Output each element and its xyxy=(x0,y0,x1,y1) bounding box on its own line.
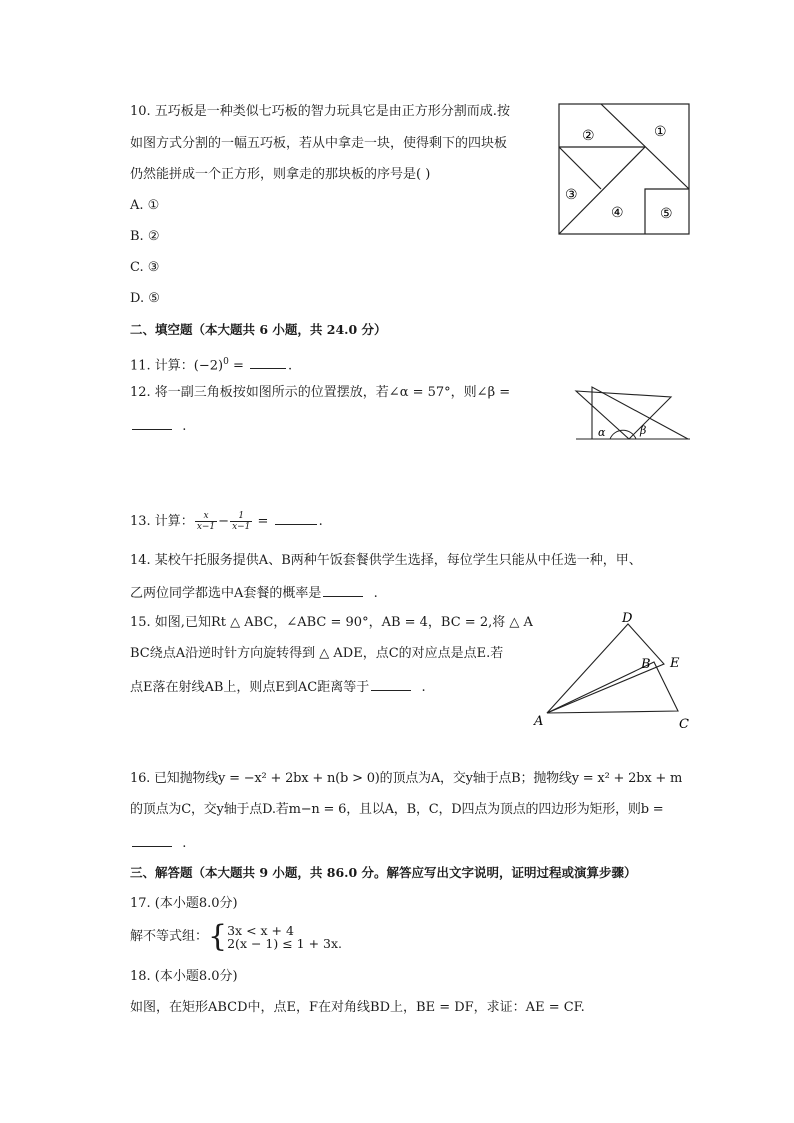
point-E-label: E xyxy=(670,656,680,671)
q14-answer-blank[interactable] xyxy=(323,584,363,597)
q16-end: . xyxy=(182,836,187,851)
q15-line2: BC绕点A沿逆时针方向旋转得到 △ ADE，点C的对应点是点E.若 xyxy=(130,646,504,661)
q11-prefix: 11. 计算：(−2) xyxy=(130,358,224,374)
figure-label-2: ② xyxy=(582,128,595,144)
inequality-system xyxy=(227,924,342,950)
q16-line1: 16. 已知抛物线y = −x² + 2bx + n(b > 0)的顶点为A，交y轴于点B；抛物线y = x² + 2bx + m xyxy=(130,771,683,786)
rotated-triangle-figure xyxy=(532,610,698,734)
q10-option-c: C. ③ xyxy=(130,260,160,275)
section-3-heading: 三、解答题（本大题共 9 小题，共 86.0 分。解答应写出文字说明，证明过程或演算步骤） xyxy=(130,865,637,880)
q12-line2 xyxy=(130,417,186,435)
point-B-label: B xyxy=(641,657,651,672)
q13-prefix: 13. 计算： xyxy=(130,514,194,529)
figure-label-1: ① xyxy=(654,124,667,140)
q18-text: 如图，在矩形ABCD中，点E，F在对角线BD上，BE = DF，求证：AE = CF. xyxy=(130,1000,585,1015)
q15-answer-blank[interactable] xyxy=(371,678,411,691)
figure-label-5: ⑤ xyxy=(660,206,673,222)
point-C-label: C xyxy=(679,717,689,732)
inequality-1: 3x < x + 4 xyxy=(227,923,294,938)
q16-line2: 的顶点为C，交y轴于点D.若m−n = 6，且以A，B，C，D四点为顶点的四边形为矩形，则b = xyxy=(130,802,664,817)
triangle-rulers-figure xyxy=(574,383,692,443)
q17-prefix: 解不等式组： xyxy=(130,929,209,944)
q11-answer-blank[interactable] xyxy=(250,356,286,369)
figure-label-4: ④ xyxy=(611,205,624,221)
q10-line3: 仍然能拼成一个正方形，则拿走的那块板的序号是( ) xyxy=(130,167,431,182)
q13-fraction-1: $\frac{x}{x-1}$ xyxy=(196,511,216,532)
q11-exponent: 0 xyxy=(223,357,229,367)
q16-answer-blank[interactable] xyxy=(132,834,172,847)
q13-end: . xyxy=(318,514,323,529)
q17-body xyxy=(130,919,343,954)
q15-text: 点E落在射线AB上，则点E到AC距离等于 xyxy=(130,680,370,695)
q13-fraction-2: $\frac{1}{x-1}$ xyxy=(232,511,251,532)
q13 xyxy=(130,511,323,533)
q14-line1: 14. 某校午托服务提供A、B两种午饭套餐供学生选择，每位学生只能从中任选一种，甲、 xyxy=(130,553,642,568)
q12-answer-blank[interactable] xyxy=(132,417,172,430)
q10-option-a: A. ① xyxy=(130,198,160,213)
q15-end: . xyxy=(421,680,426,695)
q12-end: . xyxy=(182,419,187,434)
q17-title: 17. (本小题8.0分) xyxy=(130,896,238,911)
section-2-heading: 二、填空题（本大题共 6 小题，共 24.0 分） xyxy=(130,322,387,337)
q10-option-d: D. ⑤ xyxy=(130,291,160,306)
q13-minus: − xyxy=(218,514,230,529)
q14-end: . xyxy=(373,586,378,601)
q10-line1: 10. 五巧板是一种类似七巧板的智力玩具它是由正方形分割而成.按 xyxy=(130,104,510,119)
q13-equals: = xyxy=(253,514,273,529)
q10-line2: 如图方式分割的一幅五巧板，若从中拿走一块，使得剩下的四块板 xyxy=(130,136,508,151)
q16-line3 xyxy=(130,834,186,852)
q10-option-b: B. ② xyxy=(130,229,160,244)
q18-title: 18. (本小题8.0分) xyxy=(130,969,238,984)
system-brace: { xyxy=(208,919,228,954)
q11-equals: = xyxy=(228,358,249,374)
inequality-2: 2(x − 1) ≤ 1 + 3x. xyxy=(227,936,343,951)
pentomino-square-figure xyxy=(558,103,692,237)
q12-line1: 12. 将一副三角板按如图所示的位置摆放，若∠α = 57°，则∠β = xyxy=(130,385,511,400)
angle-alpha-label: α xyxy=(598,426,606,439)
q14-line2 xyxy=(130,584,378,602)
q15-line3 xyxy=(130,678,426,696)
q13-answer-blank[interactable] xyxy=(275,512,317,525)
q11-end: . xyxy=(288,358,293,374)
point-D-label: D xyxy=(622,611,633,626)
angle-beta-label: β xyxy=(640,424,647,437)
figure-label-3: ③ xyxy=(565,187,578,203)
q11 xyxy=(130,354,292,374)
q15-line1: 15. 如图,已知Rt △ ABC，∠ABC = 90°，AB = 4，BC = 2,将 △ A xyxy=(130,615,533,630)
point-A-label: A xyxy=(534,714,544,729)
q14-text: 乙两位同学都选中A套餐的概率是 xyxy=(130,586,322,601)
